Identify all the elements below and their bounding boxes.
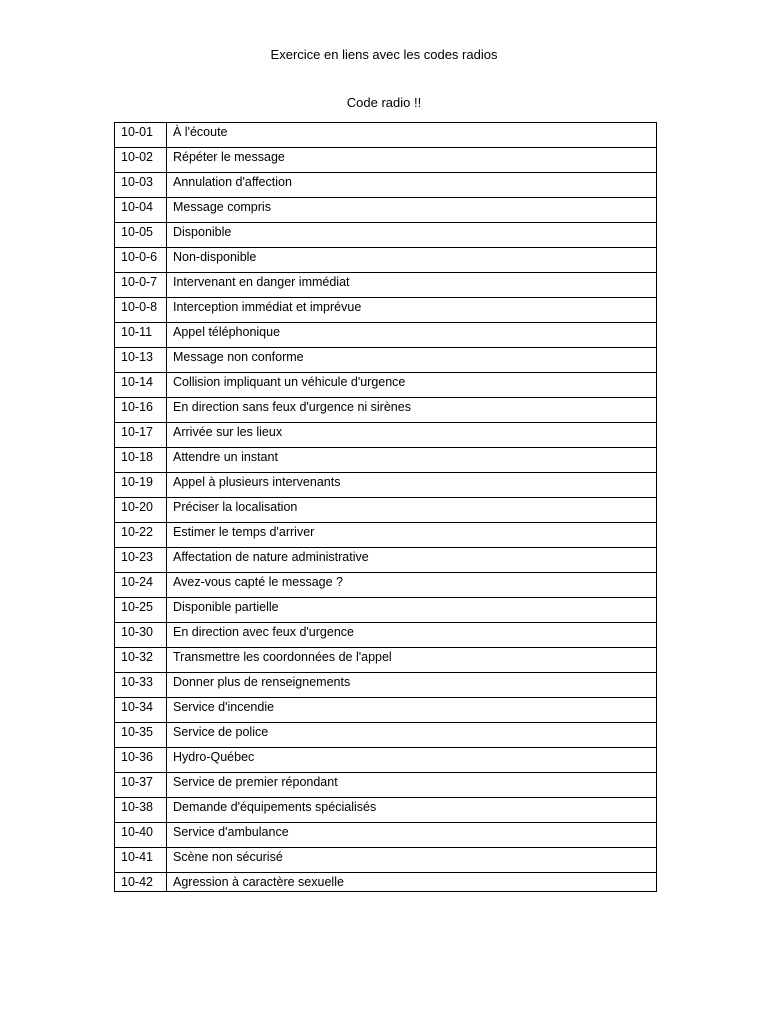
meaning-cell: Collision impliquant un véhicule d'urgence [167,373,657,398]
table-row [115,273,657,298]
code-cell: 10-11 [115,323,167,348]
table-row [115,723,657,748]
table-row [115,523,657,548]
code-cell: 10-35 [115,723,167,748]
code-cell: 10-0-8 [115,298,167,323]
table-row [115,598,657,623]
table-row [115,348,657,373]
meaning-cell: Arrivée sur les lieux [167,423,657,448]
meaning-cell: Attendre un instant [167,448,657,473]
meaning-cell: Estimer le temps d'arriver [167,523,657,548]
table-row [115,298,657,323]
meaning-cell: Non-disponible [167,248,657,273]
code-cell: 10-23 [115,548,167,573]
code-cell: 10-34 [115,698,167,723]
meaning-cell: À l'écoute [167,123,657,148]
table-row [115,498,657,523]
code-cell: 10-30 [115,623,167,648]
meaning-cell: En direction sans feux d'urgence ni sirènes [167,398,657,423]
code-cell: 10-42 [115,873,167,892]
table-row [115,148,657,173]
table-row [115,698,657,723]
code-cell: 10-41 [115,848,167,873]
radio-codes-table [114,122,657,892]
meaning-cell: Intervenant en danger immédiat [167,273,657,298]
table-row [115,173,657,198]
table-row [115,823,657,848]
code-cell: 10-0-6 [115,248,167,273]
code-cell: 10-20 [115,498,167,523]
table-row [115,373,657,398]
table-row [115,573,657,598]
code-cell: 10-32 [115,648,167,673]
code-cell: 10-38 [115,798,167,823]
code-cell: 10-22 [115,523,167,548]
code-cell: 10-01 [115,123,167,148]
meaning-cell: Hydro-Québec [167,748,657,773]
code-cell: 10-03 [115,173,167,198]
code-cell: 10-18 [115,448,167,473]
table-row [115,123,657,148]
radio-codes-table-body [115,123,657,892]
code-cell: 10-40 [115,823,167,848]
meaning-cell: Interception immédiat et imprévue [167,298,657,323]
meaning-cell: Message compris [167,198,657,223]
meaning-cell: Service d'ambulance [167,823,657,848]
meaning-cell: Annulation d'affection [167,173,657,198]
meaning-cell: Transmettre les coordonnées de l'appel [167,648,657,673]
code-cell: 10-02 [115,148,167,173]
meaning-cell: Service de premier répondant [167,773,657,798]
code-cell: 10-24 [115,573,167,598]
table-row [115,748,657,773]
table-row [115,223,657,248]
table-row [115,448,657,473]
document-title: Exercice en liens avec les codes radios [270,47,498,62]
code-cell: 10-05 [115,223,167,248]
table-row [115,398,657,423]
meaning-cell: Demande d'équipements spécialisés [167,798,657,823]
table-row [115,848,657,873]
table-row [115,198,657,223]
meaning-cell: Appel téléphonique [167,323,657,348]
table-row [115,773,657,798]
code-cell: 10-16 [115,398,167,423]
code-cell: 10-14 [115,373,167,398]
code-cell: 10-17 [115,423,167,448]
table-row [115,623,657,648]
meaning-cell: Affectation de nature administrative [167,548,657,573]
meaning-cell: Service d'incendie [167,698,657,723]
meaning-cell: Message non conforme [167,348,657,373]
code-cell: 10-25 [115,598,167,623]
code-cell: 10-04 [115,198,167,223]
table-row [115,673,657,698]
code-cell: 10-36 [115,748,167,773]
table-row [115,548,657,573]
table-row [115,798,657,823]
code-cell: 10-33 [115,673,167,698]
meaning-cell: Avez-vous capté le message ? [167,573,657,598]
table-row [115,648,657,673]
meaning-cell: Appel à plusieurs intervenants [167,473,657,498]
table-row [115,323,657,348]
meaning-cell: Agression à caractère sexuelle [167,873,657,892]
meaning-cell: Préciser la localisation [167,498,657,523]
meaning-cell: Service de police [167,723,657,748]
code-cell: 10-37 [115,773,167,798]
code-cell: 10-0-7 [115,273,167,298]
table-row [115,473,657,498]
table-row [115,423,657,448]
document-subtitle: Code radio !! [346,95,422,110]
code-cell: 10-13 [115,348,167,373]
meaning-cell: En direction avec feux d'urgence [167,623,657,648]
table-row [115,248,657,273]
meaning-cell: Scène non sécurisé [167,848,657,873]
meaning-cell: Disponible [167,223,657,248]
meaning-cell: Donner plus de renseignements [167,673,657,698]
code-cell: 10-19 [115,473,167,498]
meaning-cell: Répéter le message [167,148,657,173]
table-row [115,873,657,892]
meaning-cell: Disponible partielle [167,598,657,623]
